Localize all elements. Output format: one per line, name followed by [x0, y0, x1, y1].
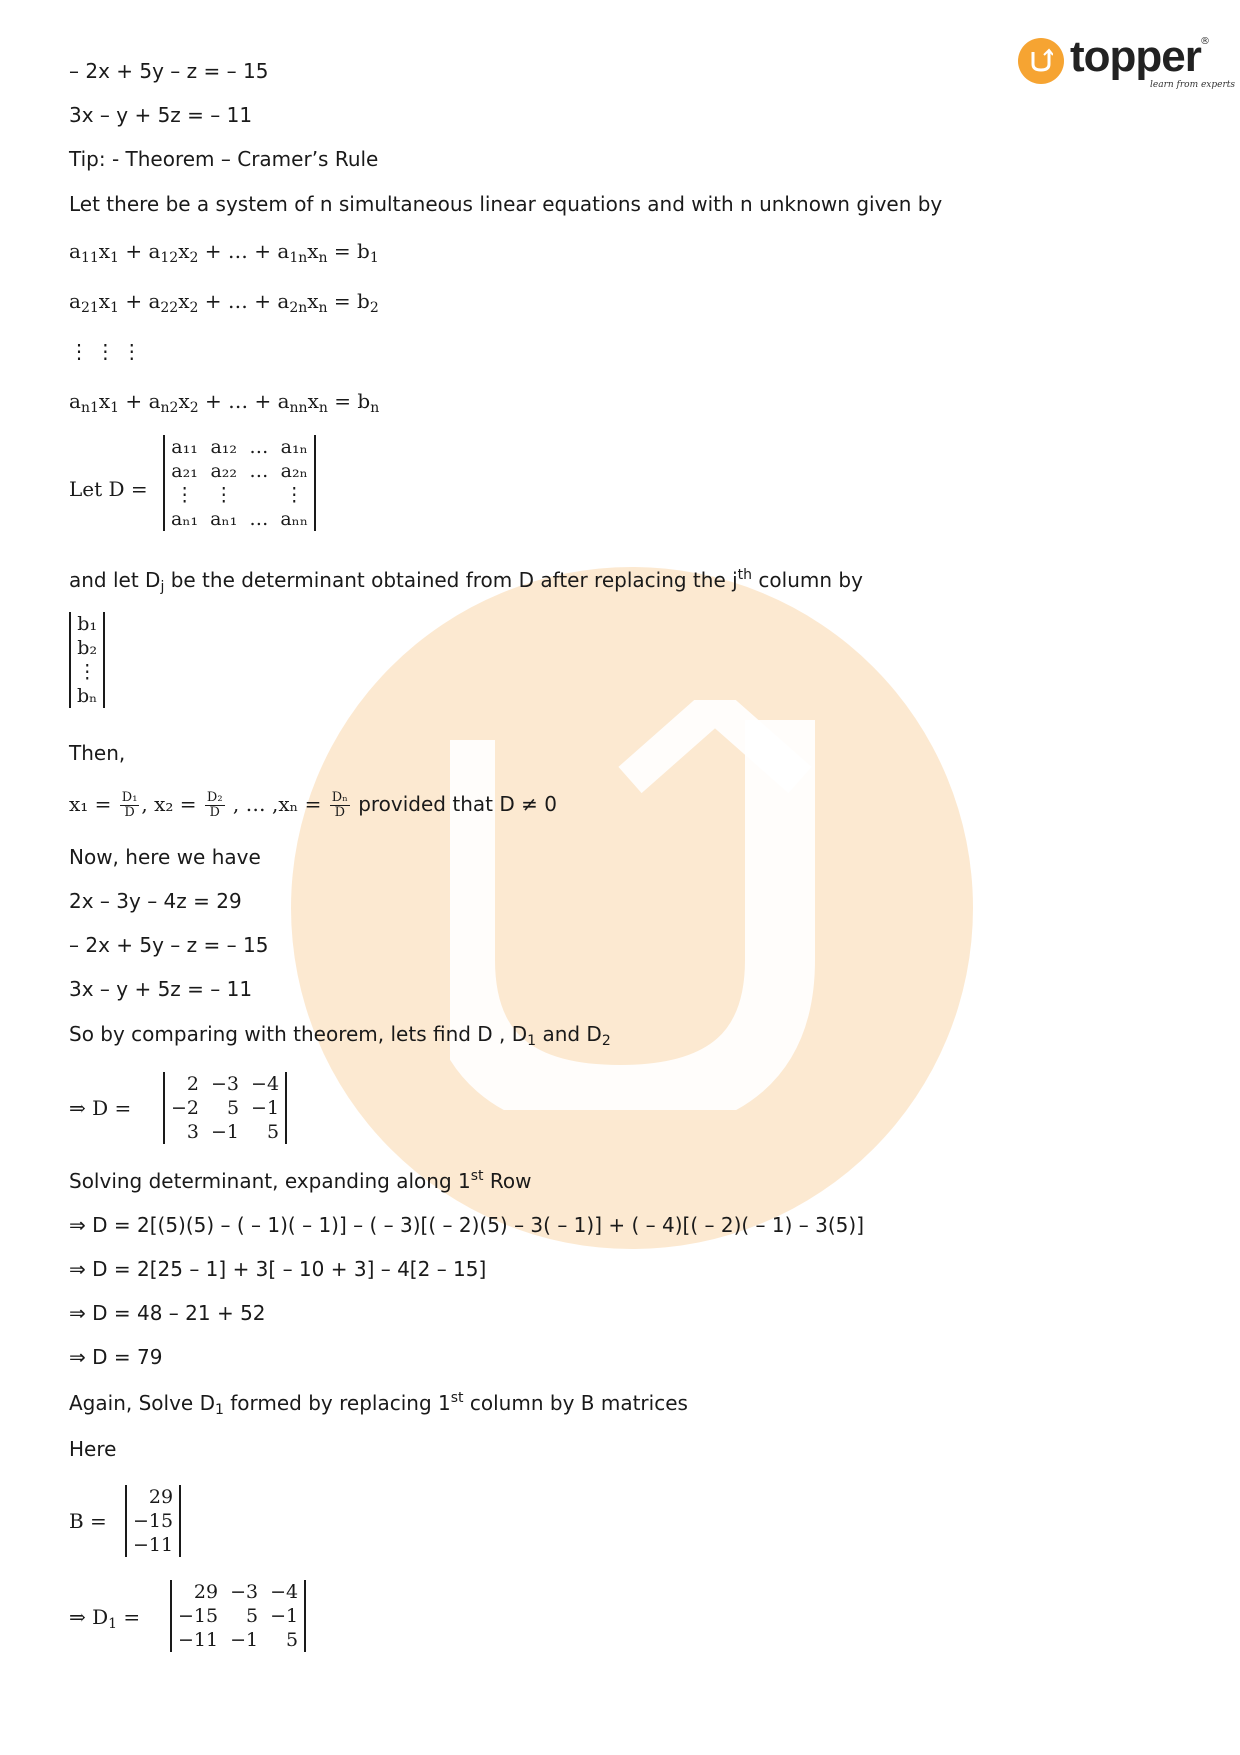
matrix-cell: aₙₙ	[280, 508, 309, 530]
general-equation-2: $a_{21}x_1 + a_{22}x_2$ + … + $a_{2n}x_n = b_2$	[69, 289, 379, 316]
step-4: ⇒ D = 79	[69, 1345, 163, 1369]
matrix-row	[172, 1604, 304, 1628]
matrix-row	[127, 1509, 179, 1533]
matrix-cell: a₂₁	[171, 460, 198, 482]
matrix-cell: 29	[148, 1486, 174, 1508]
matrix-cell: a₁₁	[171, 436, 198, 458]
matrix-cell: 2	[186, 1073, 200, 1095]
arrow-d-label: ⇒ D =	[69, 1096, 132, 1120]
step-1: ⇒ D = 2[(5)(5) – ( – 1)( – 1)] – ( – 3)[( – 2)(5) – 3( – 1)] + ( – 4)[( – 2)( – 1) – 3(5)]	[69, 1213, 864, 1237]
matrix-row	[165, 507, 314, 531]
vertical-dots: ⋮ ⋮ ⋮	[69, 339, 142, 363]
matrix-cell: a₁₂	[210, 436, 238, 458]
matrix-row	[165, 1072, 285, 1096]
matrix-cell: −4	[270, 1581, 299, 1603]
matrix-cell: 5	[226, 1097, 240, 1119]
step-2: ⇒ D = 2[25 – 1] + 3[ – 10 + 3] – 4[2 – 15]	[69, 1257, 487, 1281]
matrix-row	[71, 636, 103, 660]
matrix-cell: 5	[286, 1629, 299, 1651]
matrix-cell: −15	[178, 1605, 219, 1627]
matrix-row	[165, 483, 314, 507]
logo-brand: topper	[1070, 32, 1201, 81]
matrix-cell: −2	[171, 1097, 200, 1119]
matrix-d	[163, 1072, 287, 1144]
b-column-matrix	[69, 612, 105, 708]
matrix-cell: aₙ₁	[171, 508, 199, 530]
matrix-b	[125, 1485, 181, 1557]
matrix-cell: 5	[246, 1605, 259, 1627]
step-3: ⇒ D = 48 – 21 + 52	[69, 1301, 266, 1325]
matrix-cell: b₂	[77, 637, 98, 659]
matrix-cell: a₂ₙ	[280, 460, 308, 482]
matrix-cell: ⋮	[175, 484, 195, 506]
arrow-d1-label: ⇒ $D_1$ =	[69, 1605, 141, 1632]
watermark-u-arrow-icon	[450, 700, 830, 1110]
matrix-row	[71, 612, 103, 636]
matrix-cell: …	[249, 460, 269, 482]
matrix-cell: a₁ₙ	[280, 436, 308, 458]
intro-line: Let there be a system of n simultaneous linear equations and with n unknown given by	[69, 192, 943, 216]
then-line: Then,	[69, 741, 126, 765]
matrix-cell: −1	[270, 1605, 299, 1627]
matrix-row	[172, 1580, 304, 1604]
matrix-row	[165, 435, 314, 459]
matrix-cell: …	[249, 436, 269, 458]
matrix-cell: −11	[178, 1629, 219, 1651]
matrix-row	[172, 1628, 304, 1652]
now-line: Now, here we have	[69, 845, 261, 869]
matrix-row	[127, 1533, 179, 1557]
matrix-cell: −15	[133, 1510, 174, 1532]
matrix-cell: a₂₂	[210, 460, 238, 482]
matrix-row	[71, 684, 103, 708]
provided-text: provided that D ≠ 0	[358, 792, 557, 816]
tip-line: Tip: - Theorem – Cramer’s Rule	[69, 147, 379, 171]
matrix-row	[165, 1120, 285, 1144]
cramer-formula: x₁ = $\frac{\text{D₁}}{D}$ , x₂ = $\frac{\text{D₂}}{D}$ , … ,xₙ = $\frac{\text{Dₙ}}{D}$ provided that D ≠ 0	[69, 790, 557, 820]
matrix-row	[127, 1485, 179, 1509]
again-line: Again, Solve $D_1$ formed by replacing 1st column by B matrices	[69, 1390, 688, 1418]
matrix-row	[71, 660, 103, 684]
dj-description: and let $D_j$ be the determinant obtained from D after replacing the $j^{th}$ column by	[69, 567, 863, 595]
matrix-cell: −1	[211, 1121, 240, 1143]
matrix-cell: ⋮	[284, 484, 304, 506]
matrix-cell: −4	[251, 1073, 280, 1095]
logo-u-arrow-icon	[1029, 48, 1053, 74]
matrix-cell: b₁	[77, 613, 98, 635]
general-matrix-d	[163, 435, 316, 531]
compare-line: So by comparing with theorem, lets find D , $D_1$ and $D_2$	[69, 1022, 611, 1049]
matrix-cell: −11	[133, 1534, 174, 1556]
let-d-label: Let D =	[69, 477, 148, 501]
matrix-cell: −1	[251, 1097, 280, 1119]
general-equation-1: $a_{11}x_1 + a_{12}x_2$ + … + $a_{1n}x_n = b_1$	[69, 239, 379, 266]
matrix-cell: ⋮	[77, 661, 97, 683]
equation-1: 2x – 3y – 4z = 29	[69, 889, 242, 913]
b-label: B =	[69, 1509, 107, 1533]
matrix-row	[165, 459, 314, 483]
general-equation-n: $a_{n1}x_1 + a_{n2}x_2$ + … + $a_{nn}x_n = b_n$	[69, 389, 380, 416]
equation-3: 3x – y + 5z = – 11	[69, 977, 253, 1001]
solving-line: Solving determinant, expanding along 1st Row	[69, 1168, 532, 1193]
matrix-row	[165, 1096, 285, 1120]
logo-tagline: learn from experts	[1150, 80, 1236, 90]
matrix-cell: 29	[193, 1581, 219, 1603]
equation-2: – 2x + 5y – z = – 15	[69, 933, 269, 957]
logo-registered: ®	[1200, 36, 1210, 47]
matrix-cell: −3	[211, 1073, 240, 1095]
matrix-cell: …	[249, 508, 269, 530]
matrix-d1	[170, 1580, 306, 1652]
equation-3-top: 3x – y + 5z = – 11	[69, 103, 253, 127]
matrix-cell: ⋮	[214, 484, 234, 506]
equation-2-top: – 2x + 5y – z = – 15	[69, 59, 269, 83]
matrix-cell: bₙ	[77, 685, 98, 707]
here-line: Here	[69, 1437, 117, 1461]
matrix-cell: −3	[230, 1581, 259, 1603]
matrix-cell: aₙ₁	[210, 508, 238, 530]
matrix-cell: −1	[230, 1629, 259, 1651]
matrix-cell: 3	[186, 1121, 200, 1143]
matrix-cell: 5	[266, 1121, 280, 1143]
matrix-cell	[243, 483, 274, 507]
